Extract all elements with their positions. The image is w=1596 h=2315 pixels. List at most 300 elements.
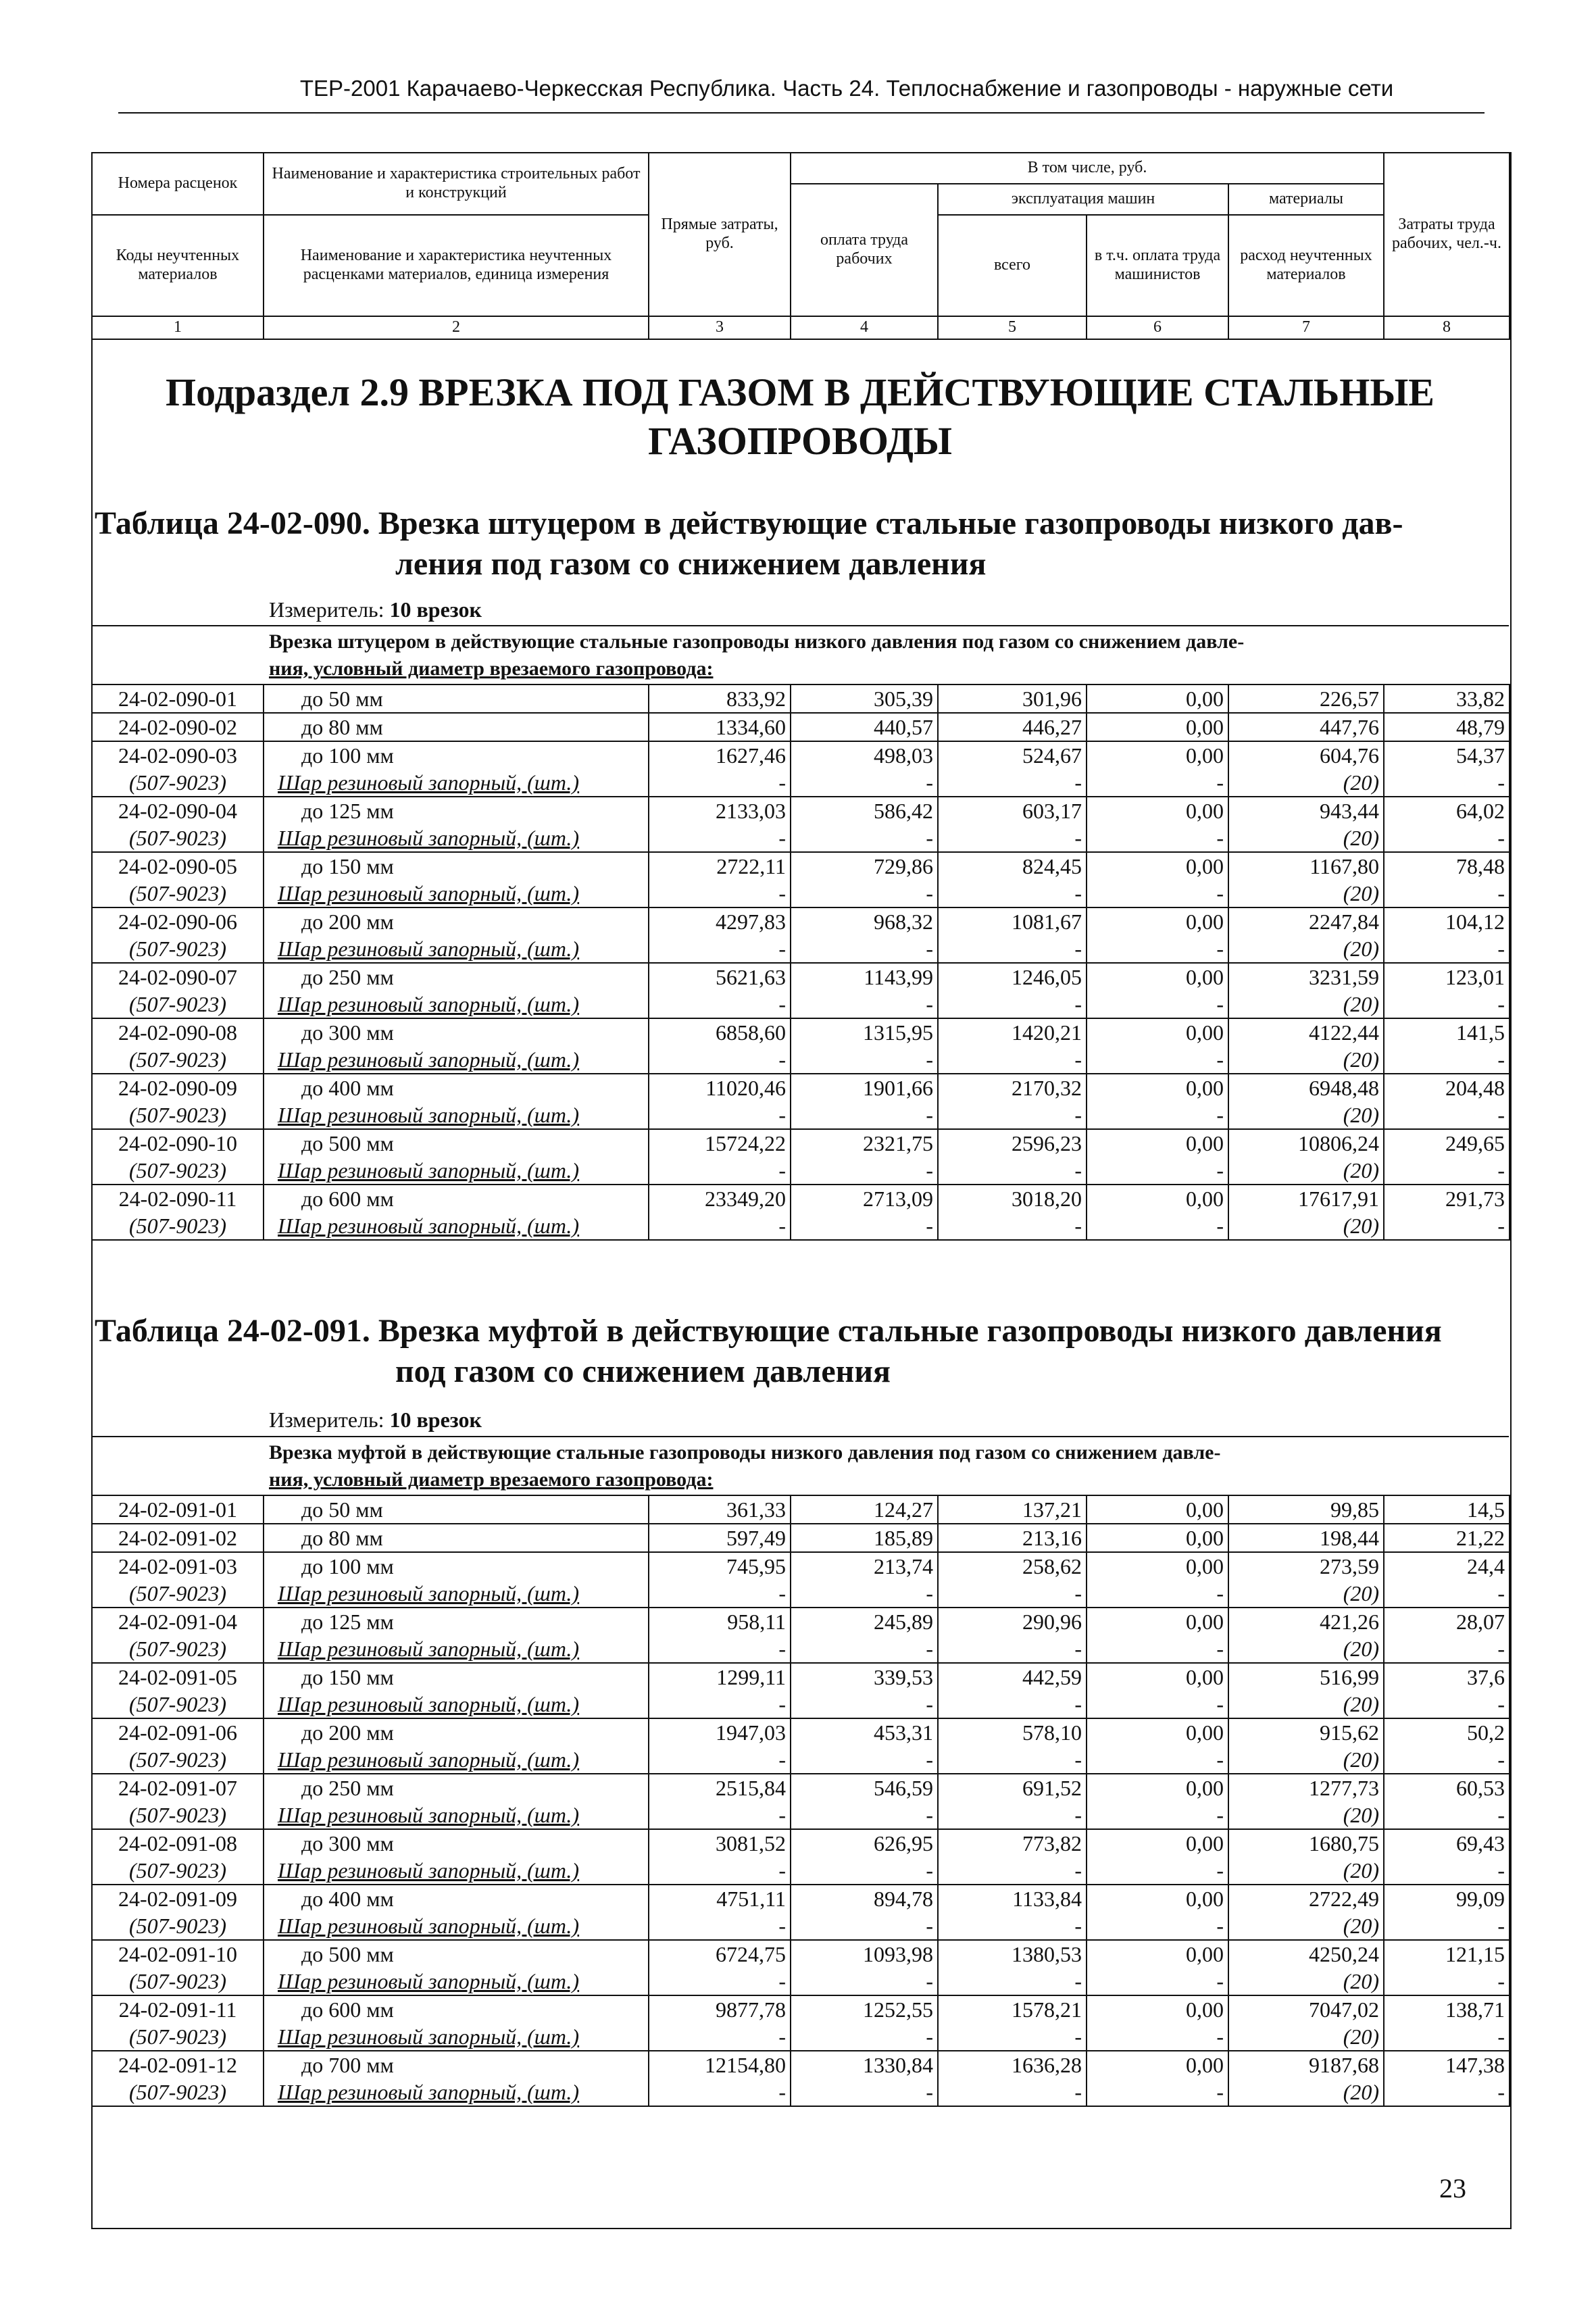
section-title-text: Подраздел 2.9 ВРЕЗКА ПОД ГАЗОМ В ДЕЙСТВУЮЩИЕ СТАЛЬНЫЕ ГАЗОПРОВОДЫ (166, 370, 1435, 463)
name-cell: Шар резиновый запорный, (шт.) (264, 1746, 649, 1774)
machines-total-cell: 3018,20 (938, 1185, 1087, 1212)
labor-pay-cell: 453,31 (791, 1718, 938, 1746)
table-090-title-line2: ления под газом со снижением давления (395, 546, 987, 582)
name-cell: Шар резиновый запорный, (шт.) (264, 991, 649, 1018)
direct-cost-cell: 2133,03 (649, 797, 791, 824)
direct-cost-cell: 3081,52 (649, 1829, 791, 1857)
materials-cell: (20) (1228, 991, 1384, 1018)
name-cell: до 250 мм (264, 963, 649, 991)
header-col8: Затраты труда рабочих, чел.-ч. (1384, 153, 1510, 316)
name-cell: до 500 мм (264, 1940, 649, 1968)
labor-hours-cell: - (1384, 1801, 1510, 1829)
labor-hours-cell: - (1384, 880, 1510, 907)
material-row (92, 880, 1510, 907)
machinist-pay-cell: 0,00 (1087, 1718, 1228, 1746)
name-cell: Шар резиновый запорный, (шт.) (264, 824, 649, 852)
page-header-title: ТЕР-2001 Карачаево-Черкесская Республика. Часть 24. Теплоснабжение и газопроводы - наружные сети (299, 76, 1394, 101)
labor-pay-cell: - (791, 769, 938, 797)
code-cell: (507-9023) (92, 1212, 264, 1240)
labor-hours-cell: - (1384, 1968, 1510, 1995)
code-cell: 24-02-091-11 (92, 1995, 264, 2023)
labor-hours-cell: - (1384, 991, 1510, 1018)
table-091-intro (269, 1439, 1499, 1493)
name-cell: до 100 мм (264, 1552, 649, 1580)
rate-row (92, 1718, 1510, 1746)
name-cell: до 150 мм (264, 852, 649, 880)
material-row (92, 935, 1510, 963)
machinist-pay-cell: 0,00 (1087, 1552, 1228, 1580)
material-row (92, 2023, 1510, 2051)
name-cell: Шар резиновый запорный, (шт.) (264, 935, 649, 963)
machines-total-cell: - (938, 1580, 1087, 1608)
machinist-pay-cell: 0,00 (1087, 1185, 1228, 1212)
direct-cost-cell: 958,11 (649, 1608, 791, 1635)
material-row (92, 1212, 1510, 1240)
name-cell: Шар резиновый запорный, (шт.) (264, 1912, 649, 1940)
labor-hours-cell: 99,09 (1384, 1885, 1510, 1912)
material-row (92, 769, 1510, 797)
header-num-1: 1 (92, 316, 264, 339)
machinist-pay-cell: - (1087, 2078, 1228, 2106)
machines-total-cell: 442,59 (938, 1663, 1087, 1691)
header-num-3: 3 (649, 316, 791, 339)
rate-row (92, 1185, 1510, 1212)
materials-cell: (20) (1228, 2023, 1384, 2051)
labor-hours-cell: 50,2 (1384, 1718, 1510, 1746)
name-cell: до 500 мм (264, 1129, 649, 1157)
direct-cost-cell: 2722,11 (649, 852, 791, 880)
code-cell: (507-9023) (92, 824, 264, 852)
machines-total-cell: 824,45 (938, 852, 1087, 880)
machinist-pay-cell: 0,00 (1087, 1995, 1228, 2023)
code-cell: 24-02-091-02 (92, 1524, 264, 1552)
machines-total-cell: - (938, 1635, 1087, 1663)
material-row (92, 824, 1510, 852)
header-num-5: 5 (938, 316, 1087, 339)
header-col3: Прямые затраты, руб. (649, 153, 791, 316)
labor-hours-cell: 37,6 (1384, 1663, 1510, 1691)
header-col6: в т.ч. оплата труда машинистов (1087, 215, 1228, 316)
direct-cost-cell: - (649, 769, 791, 797)
materials-cell: 6948,48 (1228, 1074, 1384, 1101)
materials-cell: (20) (1228, 2078, 1384, 2106)
labor-pay-cell: 894,78 (791, 1885, 938, 1912)
header-col1-top: Номера расценок (92, 153, 264, 215)
materials-cell: (20) (1228, 1801, 1384, 1829)
name-cell: до 50 мм (264, 684, 649, 713)
name-cell: до 250 мм (264, 1774, 649, 1801)
labor-pay-cell: - (791, 1580, 938, 1608)
machinist-pay-cell: 0,00 (1087, 1940, 1228, 1968)
code-cell: 24-02-090-04 (92, 797, 264, 824)
rate-row (92, 2051, 1510, 2078)
table-090-measure-value: 10 врезок (389, 597, 482, 622)
code-cell: (507-9023) (92, 1801, 264, 1829)
code-cell: 24-02-091-12 (92, 2051, 264, 2078)
labor-pay-cell: 498,03 (791, 741, 938, 769)
rate-row (92, 963, 1510, 991)
machines-total-cell: - (938, 2023, 1087, 2051)
machinist-pay-cell: 0,00 (1087, 713, 1228, 741)
materials-cell: (20) (1228, 1212, 1384, 1240)
code-cell: 24-02-090-06 (92, 907, 264, 935)
material-row (92, 1912, 1510, 1940)
code-cell: 24-02-090-01 (92, 684, 264, 713)
name-cell: до 200 мм (264, 907, 649, 935)
machines-total-cell: - (938, 2078, 1087, 2106)
rate-row (92, 741, 1510, 769)
name-cell: до 400 мм (264, 1074, 649, 1101)
header-col7: расход неучтенных материалов (1228, 215, 1384, 316)
labor-pay-cell: 339,53 (791, 1663, 938, 1691)
name-cell: Шар резиновый запорный, (шт.) (264, 1635, 649, 1663)
labor-pay-cell: - (791, 1691, 938, 1718)
labor-pay-cell: - (791, 1801, 938, 1829)
code-cell: (507-9023) (92, 880, 264, 907)
materials-cell: (20) (1228, 1580, 1384, 1608)
header-col2-bottom: Наименование и характеристика неучтенных расценками материалов, единица измерения (264, 215, 649, 316)
name-cell: Шар резиновый запорный, (шт.) (264, 880, 649, 907)
header-col4: оплата труда рабочих (791, 184, 938, 316)
labor-hours-cell: - (1384, 935, 1510, 963)
labor-hours-cell: 64,02 (1384, 797, 1510, 824)
table-091-intro-line1: Врезка муфтой в действующие стальные газопроводы низкого давления под газом со снижением давле- (269, 1441, 1221, 1464)
header-num-2: 2 (264, 316, 649, 339)
machinist-pay-cell: - (1087, 769, 1228, 797)
labor-pay-cell: 1330,84 (791, 2051, 938, 2078)
machinist-pay-cell: - (1087, 1691, 1228, 1718)
material-row (92, 1101, 1510, 1129)
machinist-pay-cell: - (1087, 1101, 1228, 1129)
table-090-intro-line2: ния, условный диаметр врезаемого газопровода: (269, 657, 714, 680)
materials-cell: (20) (1228, 824, 1384, 852)
table-090-rows (91, 684, 1510, 1241)
materials-cell: 421,26 (1228, 1608, 1384, 1635)
table-090-intro (269, 628, 1499, 682)
machines-total-cell: 691,52 (938, 1774, 1087, 1801)
name-cell: Шар резиновый запорный, (шт.) (264, 1046, 649, 1074)
section-title (91, 368, 1509, 466)
machines-total-cell: 258,62 (938, 1552, 1087, 1580)
materials-cell: (20) (1228, 1691, 1384, 1718)
materials-cell: 198,44 (1228, 1524, 1384, 1552)
code-cell: 24-02-091-04 (92, 1608, 264, 1635)
name-cell: до 600 мм (264, 1185, 649, 1212)
direct-cost-cell: - (649, 1101, 791, 1129)
machinist-pay-cell: - (1087, 880, 1228, 907)
machines-total-cell: 446,27 (938, 713, 1087, 741)
header-num-4: 4 (791, 316, 938, 339)
materials-cell: 99,85 (1228, 1495, 1384, 1524)
labor-hours-cell: 104,12 (1384, 907, 1510, 935)
name-cell: до 300 мм (264, 1018, 649, 1046)
materials-cell: 1167,80 (1228, 852, 1384, 880)
name-cell: Шар резиновый запорный, (шт.) (264, 1157, 649, 1185)
column-header-table (91, 152, 1510, 340)
materials-cell: (20) (1228, 1635, 1384, 1663)
labor-pay-cell: - (791, 1101, 938, 1129)
rate-row (92, 1495, 1510, 1524)
rate-row (92, 1018, 1510, 1046)
materials-cell: (20) (1228, 1746, 1384, 1774)
labor-hours-cell: - (1384, 1746, 1510, 1774)
code-cell: 24-02-090-09 (92, 1074, 264, 1101)
materials-cell: (20) (1228, 1968, 1384, 1995)
machines-total-cell: - (938, 880, 1087, 907)
labor-hours-cell: 78,48 (1384, 852, 1510, 880)
direct-cost-cell: - (649, 1912, 791, 1940)
machines-total-cell: - (938, 1968, 1087, 1995)
materials-cell: 943,44 (1228, 797, 1384, 824)
code-cell: (507-9023) (92, 1857, 264, 1885)
machinist-pay-cell: - (1087, 1857, 1228, 1885)
labor-pay-cell: - (791, 2078, 938, 2106)
machinist-pay-cell: - (1087, 824, 1228, 852)
machinist-pay-cell: - (1087, 1968, 1228, 1995)
name-cell: Шар резиновый запорный, (шт.) (264, 769, 649, 797)
machinist-pay-cell: 0,00 (1087, 797, 1228, 824)
rate-row (92, 713, 1510, 741)
machinist-pay-cell: 0,00 (1087, 1074, 1228, 1101)
labor-pay-cell: - (791, 1212, 938, 1240)
table-090-measure-label: Измеритель: (269, 597, 390, 622)
machines-total-cell: 603,17 (938, 797, 1087, 824)
name-cell: Шар резиновый запорный, (шт.) (264, 2078, 649, 2106)
materials-cell: 516,99 (1228, 1663, 1384, 1691)
rate-row (92, 1608, 1510, 1635)
direct-cost-cell: 15724,22 (649, 1129, 791, 1157)
labor-hours-cell: 204,48 (1384, 1074, 1510, 1101)
direct-cost-cell: - (649, 1691, 791, 1718)
labor-hours-cell: 138,71 (1384, 1995, 1510, 2023)
code-cell: (507-9023) (92, 1101, 264, 1129)
materials-cell: (20) (1228, 1857, 1384, 1885)
labor-hours-cell: 249,65 (1384, 1129, 1510, 1157)
name-cell: Шар резиновый запорный, (шт.) (264, 1857, 649, 1885)
table-091-title-line1: Таблица 24-02-091. Врезка муфтой в действующие стальные газопроводы низкого давления (95, 1313, 1442, 1349)
labor-pay-cell: 586,42 (791, 797, 938, 824)
labor-hours-cell: - (1384, 769, 1510, 797)
code-cell: (507-9023) (92, 1580, 264, 1608)
labor-pay-cell: 968,32 (791, 907, 938, 935)
machinist-pay-cell: - (1087, 935, 1228, 963)
direct-cost-cell: - (649, 935, 791, 963)
machines-total-cell: - (938, 1046, 1087, 1074)
materials-cell: 2247,84 (1228, 907, 1384, 935)
machines-total-cell: 137,21 (938, 1495, 1087, 1524)
machinist-pay-cell: - (1087, 1212, 1228, 1240)
rate-row (92, 1995, 1510, 2023)
name-cell: до 700 мм (264, 2051, 649, 2078)
materials-cell: 4250,24 (1228, 1940, 1384, 1968)
machines-total-cell: 290,96 (938, 1608, 1087, 1635)
machines-total-cell: 213,16 (938, 1524, 1087, 1552)
rate-row (92, 1940, 1510, 1968)
code-cell: 24-02-091-10 (92, 1940, 264, 1968)
direct-cost-cell: 5621,63 (649, 963, 791, 991)
machines-total-cell: 1081,67 (938, 907, 1087, 935)
code-cell: 24-02-090-11 (92, 1185, 264, 1212)
machines-total-cell: 2170,32 (938, 1074, 1087, 1101)
machinist-pay-cell: - (1087, 1912, 1228, 1940)
material-row (92, 1580, 1510, 1608)
code-cell: 24-02-091-05 (92, 1663, 264, 1691)
materials-cell: 4122,44 (1228, 1018, 1384, 1046)
labor-hours-cell: 121,15 (1384, 1940, 1510, 1968)
direct-cost-cell: 4751,11 (649, 1885, 791, 1912)
name-cell: до 125 мм (264, 797, 649, 824)
name-cell: до 80 мм (264, 713, 649, 741)
labor-pay-cell: 1252,55 (791, 1995, 938, 2023)
labor-hours-cell: 141,5 (1384, 1018, 1510, 1046)
direct-cost-cell: - (649, 991, 791, 1018)
table-091-intro-line2: ния, условный диаметр врезаемого газопровода: (269, 1468, 714, 1491)
rate-row (92, 907, 1510, 935)
materials-cell: 226,57 (1228, 684, 1384, 713)
name-cell: до 125 мм (264, 1608, 649, 1635)
machinist-pay-cell: - (1087, 1746, 1228, 1774)
direct-cost-cell: - (649, 2023, 791, 2051)
table-091-measure-value: 10 врезок (389, 1408, 482, 1432)
machines-total-cell: 524,67 (938, 741, 1087, 769)
header-including: В том числе, руб. (791, 153, 1384, 184)
labor-pay-cell: - (791, 991, 938, 1018)
direct-cost-cell: 23349,20 (649, 1185, 791, 1212)
code-cell: 24-02-091-08 (92, 1829, 264, 1857)
name-cell: до 300 мм (264, 1829, 649, 1857)
materials-cell: 9187,68 (1228, 2051, 1384, 2078)
direct-cost-cell: 833,92 (649, 684, 791, 713)
direct-cost-cell: 4297,83 (649, 907, 791, 935)
direct-cost-cell: 2515,84 (649, 1774, 791, 1801)
direct-cost-cell: 12154,80 (649, 2051, 791, 2078)
direct-cost-cell: 597,49 (649, 1524, 791, 1552)
labor-pay-cell: - (791, 824, 938, 852)
labor-hours-cell: 60,53 (1384, 1774, 1510, 1801)
direct-cost-cell: 361,33 (649, 1495, 791, 1524)
machines-total-cell: 1578,21 (938, 1995, 1087, 2023)
materials-cell: 915,62 (1228, 1718, 1384, 1746)
labor-pay-cell: 185,89 (791, 1524, 938, 1552)
labor-hours-cell: 14,5 (1384, 1495, 1510, 1524)
machinist-pay-cell: 0,00 (1087, 1885, 1228, 1912)
labor-hours-cell: - (1384, 1046, 1510, 1074)
labor-hours-cell: 33,82 (1384, 684, 1510, 713)
material-row (92, 1968, 1510, 1995)
rate-row (92, 852, 1510, 880)
machinist-pay-cell: 0,00 (1087, 907, 1228, 935)
labor-pay-cell: - (791, 1968, 938, 1995)
direct-cost-cell: 9877,78 (649, 1995, 791, 2023)
labor-pay-cell: 1093,98 (791, 1940, 938, 1968)
machinist-pay-cell: 0,00 (1087, 1129, 1228, 1157)
table-091-rows (91, 1495, 1510, 2107)
labor-pay-cell: 124,27 (791, 1495, 938, 1524)
materials-cell: 10806,24 (1228, 1129, 1384, 1157)
header-materials: материалы (1228, 184, 1384, 215)
materials-cell: (20) (1228, 1912, 1384, 1940)
direct-cost-cell: - (649, 1212, 791, 1240)
machines-total-cell: - (938, 1157, 1087, 1185)
machines-total-cell: 578,10 (938, 1718, 1087, 1746)
table-090-measure (269, 597, 482, 622)
rate-row (92, 1129, 1510, 1157)
direct-cost-cell: - (649, 2078, 791, 2106)
labor-hours-cell: - (1384, 2023, 1510, 2051)
machines-total-cell: 1246,05 (938, 963, 1087, 991)
direct-cost-cell: - (649, 1801, 791, 1829)
name-cell: до 150 мм (264, 1663, 649, 1691)
labor-pay-cell: 2321,75 (791, 1129, 938, 1157)
name-cell: до 600 мм (264, 1995, 649, 2023)
machines-total-cell: 301,96 (938, 684, 1087, 713)
name-cell: Шар резиновый запорный, (шт.) (264, 1801, 649, 1829)
labor-pay-cell: - (791, 2023, 938, 2051)
materials-cell: 273,59 (1228, 1552, 1384, 1580)
labor-pay-cell: 729,86 (791, 852, 938, 880)
code-cell: (507-9023) (92, 1046, 264, 1074)
table-091-measure-rule (91, 1436, 1509, 1437)
materials-cell: (20) (1228, 935, 1384, 963)
labor-pay-cell: 1901,66 (791, 1074, 938, 1101)
table-090-measure-rule (91, 625, 1509, 626)
machines-total-cell: 1636,28 (938, 2051, 1087, 2078)
code-cell: 24-02-090-08 (92, 1018, 264, 1046)
table-091-measure (269, 1408, 482, 1433)
code-cell: 24-02-091-06 (92, 1718, 264, 1746)
machines-total-cell: - (938, 1857, 1087, 1885)
machines-total-cell: - (938, 1691, 1087, 1718)
name-cell: Шар резиновый запорный, (шт.) (264, 1101, 649, 1129)
labor-hours-cell: - (1384, 824, 1510, 852)
machinist-pay-cell: 0,00 (1087, 1663, 1228, 1691)
labor-hours-cell: - (1384, 1580, 1510, 1608)
direct-cost-cell: - (649, 1857, 791, 1885)
materials-cell: 1680,75 (1228, 1829, 1384, 1857)
labor-hours-cell: - (1384, 1857, 1510, 1885)
machinist-pay-cell: - (1087, 1157, 1228, 1185)
direct-cost-cell: - (649, 1746, 791, 1774)
name-cell: до 200 мм (264, 1718, 649, 1746)
code-cell: (507-9023) (92, 2078, 264, 2106)
machinist-pay-cell: - (1087, 1580, 1228, 1608)
direct-cost-cell: - (649, 880, 791, 907)
labor-pay-cell: 626,95 (791, 1829, 938, 1857)
direct-cost-cell: 1947,03 (649, 1718, 791, 1746)
materials-cell: 604,76 (1228, 741, 1384, 769)
labor-pay-cell: 305,39 (791, 684, 938, 713)
labor-pay-cell: 213,74 (791, 1552, 938, 1580)
code-cell: 24-02-090-03 (92, 741, 264, 769)
header-machines: эксплуатация машин (938, 184, 1228, 215)
name-cell: Шар резиновый запорный, (шт.) (264, 1968, 649, 1995)
direct-cost-cell: - (649, 1157, 791, 1185)
page-number: 23 (1439, 2173, 1466, 2204)
code-cell: (507-9023) (92, 935, 264, 963)
material-row (92, 2078, 1510, 2106)
material-row (92, 1157, 1510, 1185)
direct-cost-cell: - (649, 1635, 791, 1663)
table-091-measure-label: Измеритель: (269, 1408, 390, 1432)
rate-row (92, 1829, 1510, 1857)
labor-pay-cell: - (791, 1857, 938, 1885)
labor-hours-cell: - (1384, 1101, 1510, 1129)
machinist-pay-cell: 0,00 (1087, 2051, 1228, 2078)
material-row (92, 991, 1510, 1018)
header-col2-top: Наименование и характеристика строительных работ и конструкций (264, 153, 649, 215)
machinist-pay-cell: 0,00 (1087, 1774, 1228, 1801)
direct-cost-cell: 1334,60 (649, 713, 791, 741)
